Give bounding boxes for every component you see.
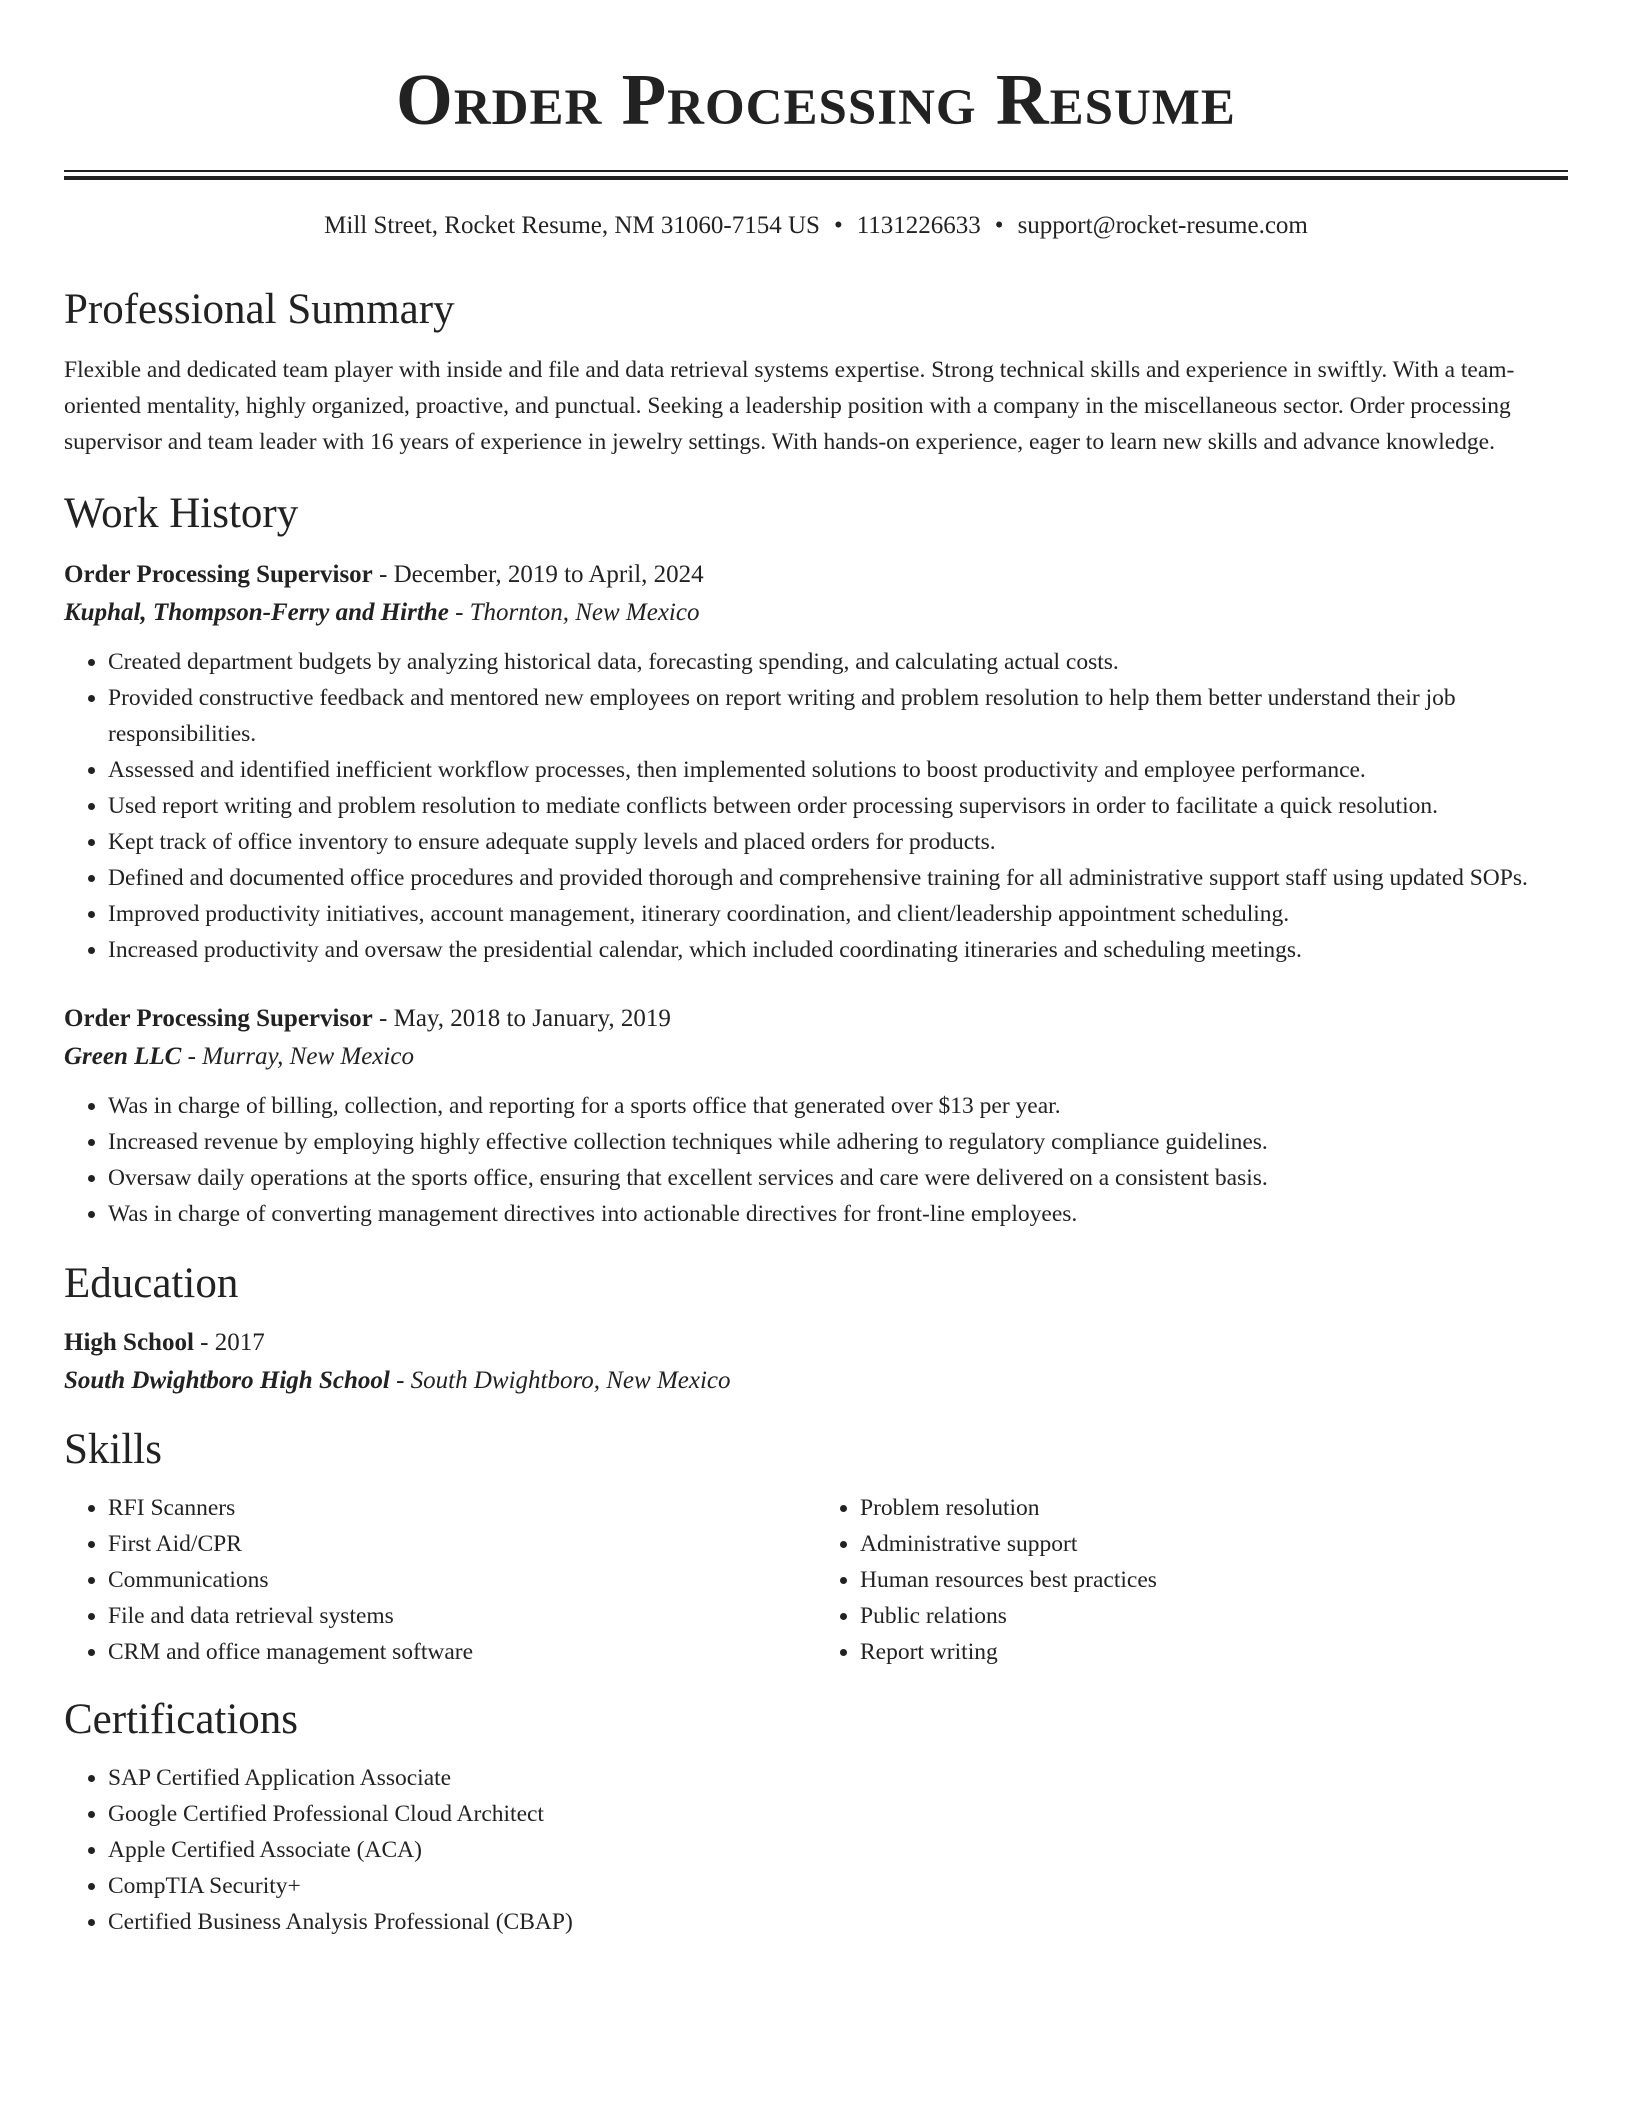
job-bullet: • Created department budgets by analyzing historical data, forecasting spending, and calculating actual costs. bbox=[108, 644, 1568, 680]
school-name: South Dwightboro High School bbox=[64, 1367, 390, 1394]
degree-line bbox=[64, 1324, 1568, 1362]
job-title: Order Processing Supervisor bbox=[64, 1005, 373, 1032]
contact-phone: 1131226633 bbox=[856, 212, 981, 239]
job-title: Order Processing Supervisor bbox=[64, 561, 373, 588]
skill-item: • File and data retrieval systems bbox=[108, 1598, 816, 1634]
summary-heading: Professional Summary bbox=[64, 286, 455, 333]
work-history-heading: Work History bbox=[64, 490, 299, 537]
job-bullet: • Increased revenue by employing highly effective collection techniques while adhering to regulatory compliance guidelines. bbox=[108, 1124, 1568, 1160]
company-line bbox=[64, 1038, 1568, 1076]
job-title-line bbox=[64, 556, 1568, 594]
skills-columns bbox=[64, 1490, 1568, 1670]
education-heading: Education bbox=[64, 1260, 239, 1307]
job-dates: - May, 2018 to January, 2019 bbox=[372, 1005, 671, 1032]
job-bullet: • Assessed and identified inefficient workflow processes, then implemented solutions to boost productivity and employee performance. bbox=[108, 752, 1568, 788]
certification-item: • Google Certified Professional Cloud Architect bbox=[108, 1796, 1568, 1832]
job-bullets bbox=[64, 644, 1568, 968]
skill-item: • Human resources best practices bbox=[860, 1562, 1568, 1598]
job-bullet: • Provided constructive feedback and mentored new employees on report writing and problem resolution to help them better understand their job responsibilities. bbox=[108, 680, 1568, 752]
contact-address: Mill Street, Rocket Resume, NM 31060-7154 US bbox=[324, 212, 820, 239]
contact-email: support@rocket-resume.com bbox=[1017, 212, 1308, 239]
skill-item: • Problem resolution bbox=[860, 1490, 1568, 1526]
company-name: Kuphal, Thompson-Ferry and Hirthe bbox=[64, 599, 449, 626]
contact-line bbox=[64, 208, 1568, 244]
certifications-list bbox=[64, 1760, 1568, 1940]
summary-text: Flexible and dedicated team player with inside and file and data retrieval systems expertise. Strong technical skills and experience in swiftly. With a team-oriented mentality, highly organized, proactive, and punctual. Seeking a leadership position with a company in the miscellaneous sector. Order processing supervisor and team leader with 16 years of experience in jewelry settings. With hands-on experience, eager to learn new skills and advance knowledge. bbox=[64, 357, 1515, 455]
skills-list-right bbox=[816, 1490, 1568, 1670]
company-line bbox=[64, 594, 1568, 632]
job-bullet: • Used report writing and problem resolution to mediate conflicts between order processing supervisors in order to facilitate a quick resolution. bbox=[108, 788, 1568, 824]
job-entry bbox=[64, 556, 1568, 968]
company-name: Green LLC bbox=[64, 1043, 182, 1070]
skill-item: • RFI Scanners bbox=[108, 1490, 816, 1526]
job-dates: - December, 2019 to April, 2024 bbox=[372, 561, 704, 588]
job-bullet: • Oversaw daily operations at the sports office, ensuring that excellent services and care were delivered on a consistent basis. bbox=[108, 1160, 1568, 1196]
skill-item: • Report writing bbox=[860, 1634, 1568, 1670]
skill-item: • First Aid/CPR bbox=[108, 1526, 816, 1562]
skill-item: • CRM and office management software bbox=[108, 1634, 816, 1670]
certification-item: • Apple Certified Associate (ACA) bbox=[108, 1832, 1568, 1868]
job-bullet: • Improved productivity initiatives, account management, itinerary coordination, and client/leadership appointment scheduling. bbox=[108, 896, 1568, 932]
company-location: - Murray, New Mexico bbox=[181, 1043, 414, 1070]
certification-item: • Certified Business Analysis Professional (CBAP) bbox=[108, 1904, 1568, 1940]
certification-item: • CompTIA Security+ bbox=[108, 1868, 1568, 1904]
skill-item: • Administrative support bbox=[860, 1526, 1568, 1562]
skills-heading: Skills bbox=[64, 1426, 162, 1473]
education-entry bbox=[64, 1324, 1568, 1400]
degree: High School bbox=[64, 1329, 194, 1356]
certifications-heading: Certifications bbox=[64, 1696, 299, 1743]
job-bullet: • Kept track of office inventory to ensure adequate supply levels and placed orders for products. bbox=[108, 824, 1568, 860]
title-divider bbox=[64, 170, 1568, 180]
job-bullet: • Was in charge of converting management directives into actionable directives for front-line employees. bbox=[108, 1196, 1568, 1232]
skill-item: • Public relations bbox=[860, 1598, 1568, 1634]
contact-separator: • bbox=[833, 212, 843, 239]
skills-list-left bbox=[64, 1490, 816, 1670]
company-location: - Thornton, New Mexico bbox=[448, 599, 700, 626]
job-bullets bbox=[64, 1088, 1568, 1232]
graduation-year: - 2017 bbox=[193, 1329, 265, 1356]
job-bullet: • Defined and documented office procedures and provided thorough and comprehensive training for all administrative support staff using updated SOPs. bbox=[108, 860, 1568, 896]
contact-separator: • bbox=[994, 212, 1004, 239]
resume-title: Order Processing Resume bbox=[396, 59, 1236, 140]
job-bullet: • Was in charge of billing, collection, and reporting for a sports office that generated over $13 per year. bbox=[108, 1088, 1568, 1124]
job-bullet: • Increased productivity and oversaw the presidential calendar, which included coordinating itineraries and scheduling meetings. bbox=[108, 932, 1568, 968]
school-location: - South Dwightboro, New Mexico bbox=[389, 1367, 731, 1394]
job-entry bbox=[64, 1000, 1568, 1232]
school-line bbox=[64, 1362, 1568, 1400]
skill-item: • Communications bbox=[108, 1562, 816, 1598]
job-title-line bbox=[64, 1000, 1568, 1038]
certification-item: • SAP Certified Application Associate bbox=[108, 1760, 1568, 1796]
